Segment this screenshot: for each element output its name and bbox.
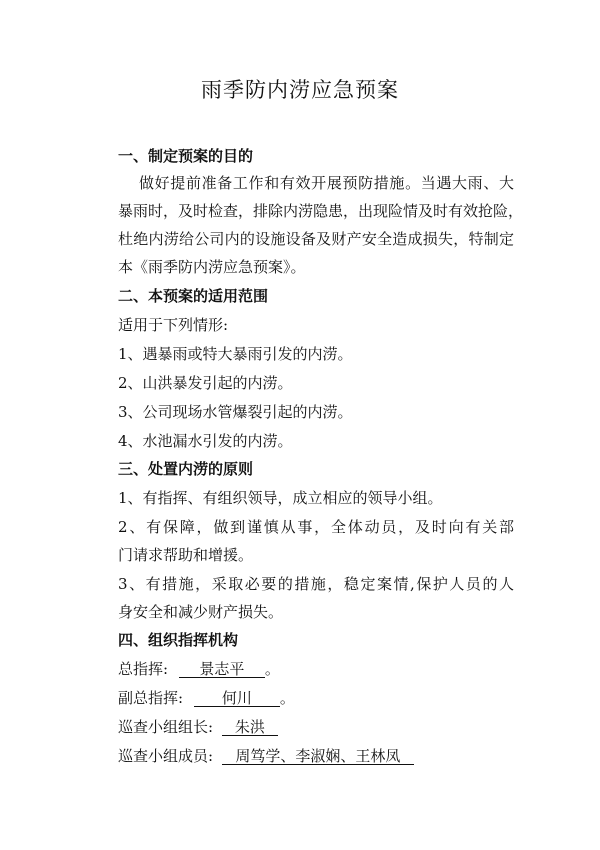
section-1-paragraph-line-2: 暴雨时，及时检查，排除内涝隐患，出现险情及时有效抢险，	[118, 202, 524, 220]
deputy-commander-row	[118, 688, 518, 708]
section-1-paragraph-line-1: 做好提前准备工作和有效开展预防措施。当遇大雨、大	[139, 174, 514, 192]
section-3-item-2-line-1: 2、有保障，做到谨慎从事，全体动员，及时向有关部	[118, 518, 514, 536]
section-3-item-2-line-2: 门请求帮助和增援。	[118, 546, 254, 564]
section-2-intro: 适用于下列情形:	[118, 316, 229, 334]
commander-period: 。	[264, 660, 280, 678]
section-2-item-1: 1、遇暴雨或特大暴雨引发的内涝。	[118, 345, 353, 363]
commander-row	[118, 659, 518, 679]
commander-name: 景志平	[179, 659, 265, 678]
section-3-item-1: 1、有指挥、有组织领导，成立相应的领导小组。	[118, 489, 443, 507]
section-3-item-3-line-2: 身安全和减少财产损失。	[118, 603, 284, 621]
section-2-item-4: 4、水池漏水引发的内涝。	[118, 432, 293, 450]
deputy-period: 。	[279, 689, 295, 707]
commander-label: 总指挥:	[118, 660, 169, 678]
section-3-heading: 三、处置内涝的原则	[118, 460, 254, 478]
patrol-leader-name: 朱洪	[222, 717, 278, 736]
section-3-item-3-line-1: 3、有措施，采取必要的措施，稳定案情,保护人员的人	[118, 575, 514, 593]
deputy-name: 何川	[194, 688, 280, 707]
section-4-heading: 四、组织指挥机构	[118, 631, 239, 649]
section-1-paragraph-line-3: 杜绝内涝给公司内的设施设备及财产安全造成损失，特制定	[118, 230, 514, 248]
section-2-item-3: 3、公司现场水管爆裂引起的内涝。	[118, 403, 353, 421]
patrol-members-label: 巡查小组成员:	[118, 747, 214, 765]
section-2-item-2: 2、山洪暴发引起的内涝。	[118, 374, 293, 392]
patrol-leader-label: 巡查小组组长:	[118, 718, 214, 736]
section-2-heading: 二、本预案的适用范围	[118, 287, 269, 305]
section-1-paragraph-line-4: 本《雨季防内涝应急预案》。	[118, 258, 306, 276]
section-1-heading: 一、制定预案的目的	[118, 147, 254, 165]
deputy-label: 副总指挥:	[118, 689, 184, 707]
patrol-members-row	[118, 746, 518, 766]
document-title: 雨季防内涝应急预案	[201, 78, 399, 102]
patrol-leader-row	[118, 717, 518, 737]
patrol-members-names: 周笃学、李淑娴、王林凤	[222, 746, 414, 765]
